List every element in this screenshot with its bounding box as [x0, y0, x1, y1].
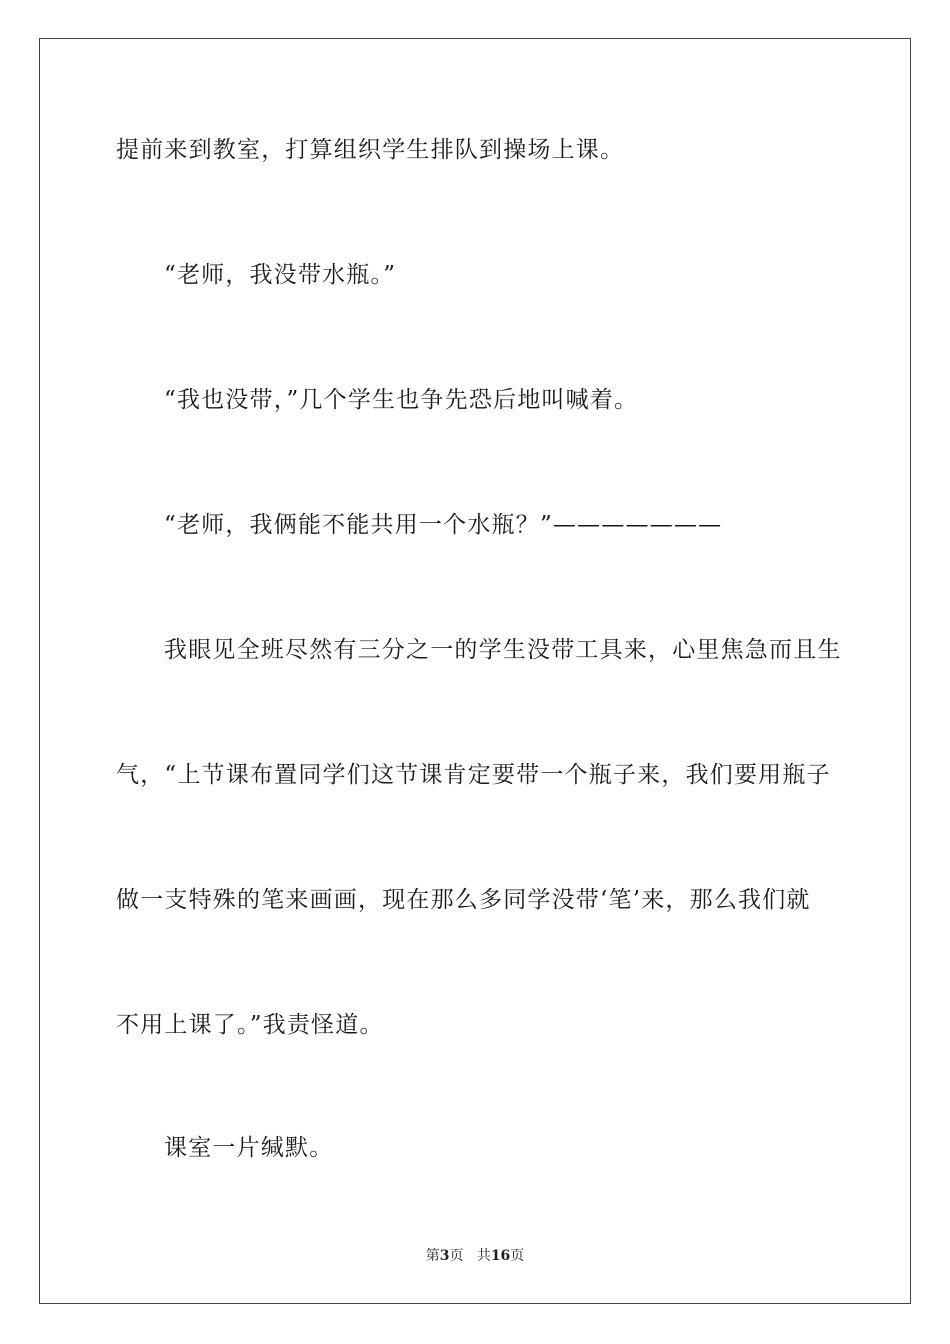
page-label-suffix: 页 — [449, 1248, 464, 1264]
total-pages: 16 — [490, 1248, 511, 1264]
text-line-3: “我也没带，”几个学生也争先恐后地叫喊着。 — [164, 387, 639, 413]
text-line-7: 做一支特殊的笔来画画，现在那么多同学没带‘笔’来，那么我们就 — [116, 887, 811, 913]
text-line-2: “老师，我没带水瓶。” — [164, 262, 397, 288]
text-line-4: “老师，我俩能不能共用一个水瓶？”——————— — [164, 512, 723, 538]
text-line-1: 提前来到教室，打算组织学生排队到操场上课。 — [116, 137, 625, 163]
text-line-8: 不用上课了。”我责怪道。 — [116, 1012, 384, 1038]
page-footer — [0, 1247, 950, 1265]
text-line-5: 我眼见全班尽然有三分之一的学生没带工具来，心里焦急而且生 — [164, 637, 842, 663]
text-line-6: 气，“上节课布置同学们这节课肯定要带一个瓶子来，我们要用瓶子 — [116, 762, 831, 788]
page-border — [39, 38, 911, 1304]
text-line-9: 课室一片缄默。 — [164, 1135, 334, 1161]
total-label-prefix: 共 — [476, 1248, 491, 1264]
total-label-suffix: 页 — [510, 1248, 525, 1264]
page-label-prefix: 第 — [425, 1248, 440, 1264]
page-number: 3 — [439, 1248, 450, 1264]
